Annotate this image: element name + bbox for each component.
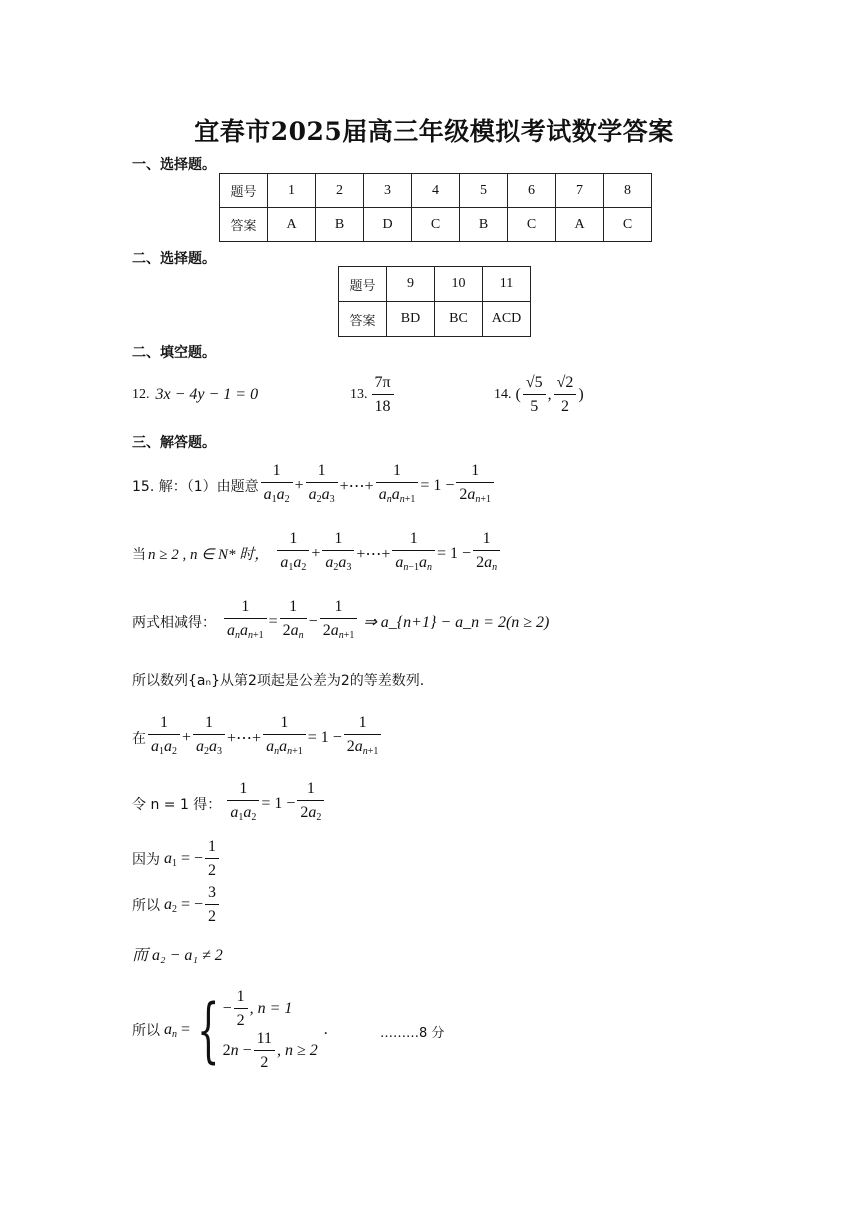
table2-header-label: 题号 [339, 267, 387, 302]
fraction: $\frac{1}{2a_{n+1}}$ [456, 462, 494, 509]
answer-table-1 [219, 173, 652, 242]
q14-fraction-b [554, 374, 577, 416]
close-paren: ) [578, 386, 584, 403]
section-heading-multi-choice: 二、选择题。 [132, 251, 216, 267]
solution-text: 所以 [132, 898, 160, 914]
fraction: $\frac{1}{a_na_{n+1}}$ [224, 598, 267, 645]
table2-answer: BC [435, 302, 483, 337]
table1-question-number: 3 [364, 174, 412, 208]
fraction: $\frac{1}{2}$ [234, 988, 248, 1030]
solution-line-2: 当 n ≥ 2 , n ∈ N* 时， $\frac{1}{a_1a_2}$ + $\frac{1}{a_2a_3}$ +⋯+ $\frac{1}{a_{n-1}a_n}$ = 1 − $\frac{1}{2a_n}$ [132, 530, 502, 577]
solution-text: 在 [132, 730, 146, 747]
fraction: $\frac{11}{2}$ [254, 1030, 275, 1072]
table2-question-number: 10 [435, 267, 483, 302]
q12-answer: 3x − 4y − 1 = 0 [155, 386, 259, 403]
fraction: $\frac{1}{a_{n-1}a_n}$ [392, 530, 435, 577]
solution-line-7: 因为 $a_1$ = − $\frac{1}{2}$ [132, 838, 221, 880]
table1-question-number: 8 [604, 174, 652, 208]
solution-line-5: 在 $\frac{1}{a_1a_2}$ + $\frac{1}{a_2a_3}$ +⋯+ $\frac{1}{a_na_{n+1}}$ = 1 − $\frac{1}{2a_{n+1}}$ [132, 714, 383, 761]
solution-intro: 15. 解：（1）由题意 [132, 478, 259, 495]
table1-question-number: 2 [316, 174, 364, 208]
table2-answer-label: 答案 [339, 302, 387, 337]
case-2-condition: , n ≥ 2 [277, 1042, 318, 1059]
table1-question-number: 4 [412, 174, 460, 208]
case-2: 2n − $\frac{11}{2}$ , n ≥ 2 [222, 1030, 318, 1071]
fraction: $\frac{1}{a_1a_2}$ [227, 780, 259, 827]
table1-answer: C [604, 208, 652, 242]
difference-result: ⇒ a_{n+1} − a_n = 2(n ≥ 2) [363, 613, 550, 631]
solution-line-6: 令 n = 1 得： $\frac{1}{a_1a_2}$ = 1 − $\frac{1}{2a_2}$ [132, 780, 326, 827]
fraction: $\frac{1}{a_1a_2}$ [277, 530, 309, 577]
case-1: − $\frac{1}{2}$ , n = 1 [222, 988, 293, 1029]
table2-answer: BD [387, 302, 435, 337]
solution-line-10: 所以 $a_n$ = { − $\frac{1}{2}$ , n = 1 2n − $\frac{11}{2}$ , n ≥ 2 . [132, 988, 328, 1071]
table1-question-number: 5 [460, 174, 508, 208]
fraction: $\frac{1}{a_1a_2}$ [261, 462, 293, 509]
open-paren: ( [515, 386, 521, 403]
q14-a-denominator: 5 [530, 398, 539, 415]
table1-answer: B [316, 208, 364, 242]
table1-answer-label: 答案 [220, 208, 268, 242]
table1-answer: A [556, 208, 604, 242]
piecewise-cases [223, 988, 318, 1072]
q14-b-denominator: 2 [561, 398, 569, 415]
fraction: $\frac{1}{2a_{n+1}}$ [344, 714, 382, 761]
q14-fraction-a [523, 374, 546, 416]
table1-question-number: 1 [268, 174, 316, 208]
table2-question-number: 9 [387, 267, 435, 302]
table2-answer: ACD [483, 302, 531, 337]
table1-answer: A [268, 208, 316, 242]
q13-fraction [372, 374, 394, 416]
q13-numerator: 7π [372, 374, 394, 395]
section-heading-fill-blank: 二、填空题。 [132, 345, 216, 361]
table1-question-number: 6 [508, 174, 556, 208]
answer-q13 [350, 374, 396, 416]
fraction: $\frac{1}{2a_2}$ [297, 780, 324, 827]
q12-label: 12. [132, 387, 150, 402]
score-marker: ………8 分 [380, 1026, 445, 1041]
solution-text: 两式相减得： [132, 614, 216, 631]
fraction: $\frac{1}{a_2a_3}$ [193, 714, 225, 761]
fraction: $\frac{1}{a_2a_3}$ [322, 530, 354, 577]
fraction: $\frac{3}{2}$ [205, 884, 219, 926]
answer-q12 [132, 386, 258, 404]
table1-answer: D [364, 208, 412, 242]
q14-label: 14. [494, 387, 512, 402]
q13-label: 13. [350, 387, 368, 402]
solution-line-3: 两式相减得： $\frac{1}{a_na_{n+1}}$ = $\frac{1}{2a_n}$ − $\frac{1}{2a_{n+1}}$ ⇒ a_{n+1} − a_n = 2(n ≥ 2) [132, 598, 549, 645]
fraction: $\frac{1}{2a_{n+1}}$ [320, 598, 358, 645]
fraction: $\frac{1}{a_na_{n+1}}$ [376, 462, 419, 509]
page-title: 宜春市2025届高三年级模拟考试数学答案 [194, 117, 674, 146]
table1-answer: C [508, 208, 556, 242]
fraction: $\frac{1}{2}$ [205, 838, 219, 880]
solution-line-9: 而 a₂ − a₁ ≠ 2 [132, 947, 223, 964]
solution-text: 所以 [132, 1023, 160, 1039]
q14-b-numerator: √2 [554, 374, 577, 395]
table1-answer: C [412, 208, 460, 242]
q14-a-numerator: √5 [523, 374, 546, 395]
solution-line-4: 所以数列{aₙ}从第2项起是公差为2的等差数列. [132, 673, 425, 689]
q13-denominator: 18 [374, 398, 391, 415]
fraction: $\frac{1}{2a_n}$ [473, 530, 500, 577]
fraction: $\frac{1}{2a_n}$ [280, 598, 307, 645]
solution-text: 令 n = 1 得： [132, 796, 222, 813]
table1-answer: B [460, 208, 508, 242]
solution-text: 因为 [132, 852, 160, 868]
solution-text: 当 [132, 546, 146, 563]
table2-question-number: 11 [483, 267, 531, 302]
section-heading-solutions: 三、解答题。 [132, 435, 216, 451]
fraction: $\frac{1}{a_na_{n+1}}$ [263, 714, 306, 761]
answer-q14 [494, 374, 584, 416]
fraction: $\frac{1}{a_1a_2}$ [148, 714, 180, 761]
fraction: $\frac{1}{a_2a_3}$ [306, 462, 338, 509]
table1-question-number: 7 [556, 174, 604, 208]
table1-header-label: 题号 [220, 174, 268, 208]
solution-line-1: 15. 解：（1）由题意 $\frac{1}{a_1a_2}$ + $\frac{1}{a_2a_3}$ +⋯+ $\frac{1}{a_na_{n+1}}$ = 1 − $\frac{1}{2a_{n+1}}$ [132, 462, 496, 509]
case-1-condition: , n = 1 [249, 1000, 293, 1017]
section-heading-choice: 一、选择题。 [132, 157, 216, 173]
left-brace: { [197, 989, 220, 1071]
condition: n ≥ 2 , n ∈ N* 时， [148, 547, 270, 563]
comma: , [547, 386, 552, 403]
solution-line-8: 所以 $a_2$ = − $\frac{3}{2}$ [132, 884, 221, 926]
answer-table-2 [338, 266, 531, 337]
